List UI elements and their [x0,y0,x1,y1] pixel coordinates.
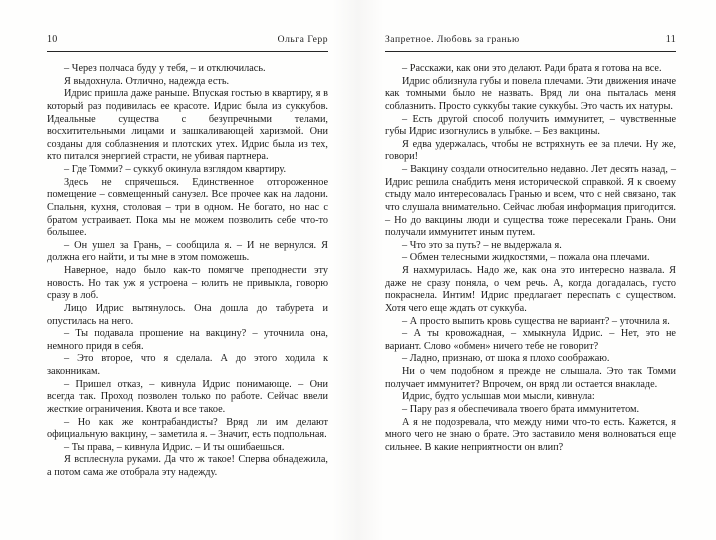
paragraph: – Где Томми? – суккуб окинула взглядом квартиру. [64,164,287,175]
gutter-shadow-left [332,0,358,540]
page-number-left: 10 [47,34,58,45]
paragraph: – Ты права, – кивнула Идрис. – И ты ошибаешься. [64,441,285,453]
paragraph: – А ты кровожадная, – хмыкнула Идрис. – Нет, это не вариант. Слово «обмен» ничего тебе не говорит? [385,328,676,352]
paragraph: – Через полчаса буду у тебя, – и отключилась. [64,63,266,74]
header-rule-left [47,51,328,52]
page-right [358,0,716,540]
body-text-right [385,63,676,454]
paragraph: – Есть другой способ получить иммунитет, – чувственные губы Идрис изогнулись в улыбке. – Без вакцины. [385,113,676,138]
paragraph: – Пару раз я обеспечивала твоего брата иммунитетом. [402,403,640,415]
paragraph: – А просто выпить кровь существа не вариант? – уточнила я. [402,315,670,327]
header-rule-right [385,51,676,52]
paragraph: Я нахмурилась. Надо же, как она это интересно назвала. Я даже не сразу поняла, о чем речь. А, когда догадалась, густо покраснела. Интим! Идрис предлагает переспать с существом. Хотя чего еще ждать от суккуба. [385,265,676,314]
paragraph: Идрис пришла даже раньше. Впуская гостью в квартиру, я в который раз подивилась ее красоте. Идрис была из суккубов. Идеальные существа с безупречными телами, восхитительными лицами и зашкаливающей харизмой. Они созданы для соблазнения и плотских утех. Идрис была из тех, кто питался энергией страсти, не убивая партнера. [47,88,328,163]
paragraph: – Обмен телесными жидкостями, – пожала она плечами. [402,252,650,264]
running-head-left [47,34,328,47]
paragraph: – Пришел отказ, – кивнула Идрис понимающе. – Они всегда так. Проход позволен только по работе. Сейчас ввели жесткие ограничения. Квота и все такое. [47,378,328,415]
paragraph: А я не подозревала, что между ними что-то есть. Кажется, я много чего не знаю о брате. Это заставило меня волноваться еще сильнее. В какие неприятности он влип? [385,416,676,453]
paragraph: – Что это за путь? – не выдержала я. [402,239,562,251]
paragraph: Идрис облизнула губы и повела плечами. Эти движения иначе как томными было не назвать. Вряд ли она пыталась меня соблазнить. Просто суккубы такие суккубы. Это часть их натуры. [385,75,676,112]
paragraph: Я едва удержалась, чтобы не встряхнуть ее за плечи. Ну же, говори! [385,138,676,163]
paragraph: – Но как же контрабандисты? Вряд ли им делают официальную вакцину, – заметила я. – Значит, есть подпольная. [47,416,328,441]
paragraph: Я всплеснула руками. Да что ж такое! Сперва обнадежила, а потом сама же отобрала эту надежду. [47,454,328,478]
body-text-left [47,63,328,480]
paragraph: – Ты подавала прошение на вакцину? – уточнила она, немного придя в себя. [47,328,328,352]
paragraph: – Это второе, что я сделала. А до этого ходила к законникам. [47,353,328,377]
paragraph: – Ладно, признаю, от шока я плохо соображаю. [402,353,610,365]
running-title-left: Ольга Герр [277,34,328,45]
paragraph: Наверное, надо было как-то помягче преподнести эту новость. Но так уж я устроена – юлить не привыкла, говорю сразу в лоб. [47,265,328,302]
paragraph: Здесь не спрячешься. Единственное отгороженное помещение – совмещенный санузел. Все прочее как на ладони. Спальня, кухня, столовая – три в одном. Не богато, но нас с братом устраивает. Пока мы не можем позволить себе что-то большее. [47,176,328,239]
paragraph: – Расскажи, как они это делают. Ради брата я готова на все. [402,63,662,74]
gutter-shadow-right [358,0,384,540]
paragraph: Я выдохнула. Отлично, надежда есть. [64,75,230,87]
paragraph: Лицо Идрис вытянулось. Она дошла до табурета и опустилась на него. [47,302,328,327]
paragraph: – Он ушел за Грань, – сообщила я. – И не вернулся. Я должна его найти, и ты мне в этом поможешь. [47,239,328,264]
paragraph: Идрис, будто услышав мои мысли, кивнула: [402,391,595,403]
page-number-right: 11 [665,34,676,45]
running-title-right: Запретное. Любовь за гранью [385,34,520,45]
paragraph: Ни о чем подобном я прежде не слышала. Это так Томми получает иммунитет? Впрочем, он вряд ли остается внакладе. [385,366,676,390]
paragraph: – Вакцину создали относительно недавно. Лет десять назад, – Идрис решила снабдить меня исторической справкой. Я к своему стыду мало интересовалась Гранью и всем, что с ней связано, так что слушала внимательно. Сейчас любая информация пригодится. – Но до вакцины люди и существа тоже пересекали Грань. Они получали иммунитет иным путем. [385,164,676,239]
running-head-right [385,34,676,47]
